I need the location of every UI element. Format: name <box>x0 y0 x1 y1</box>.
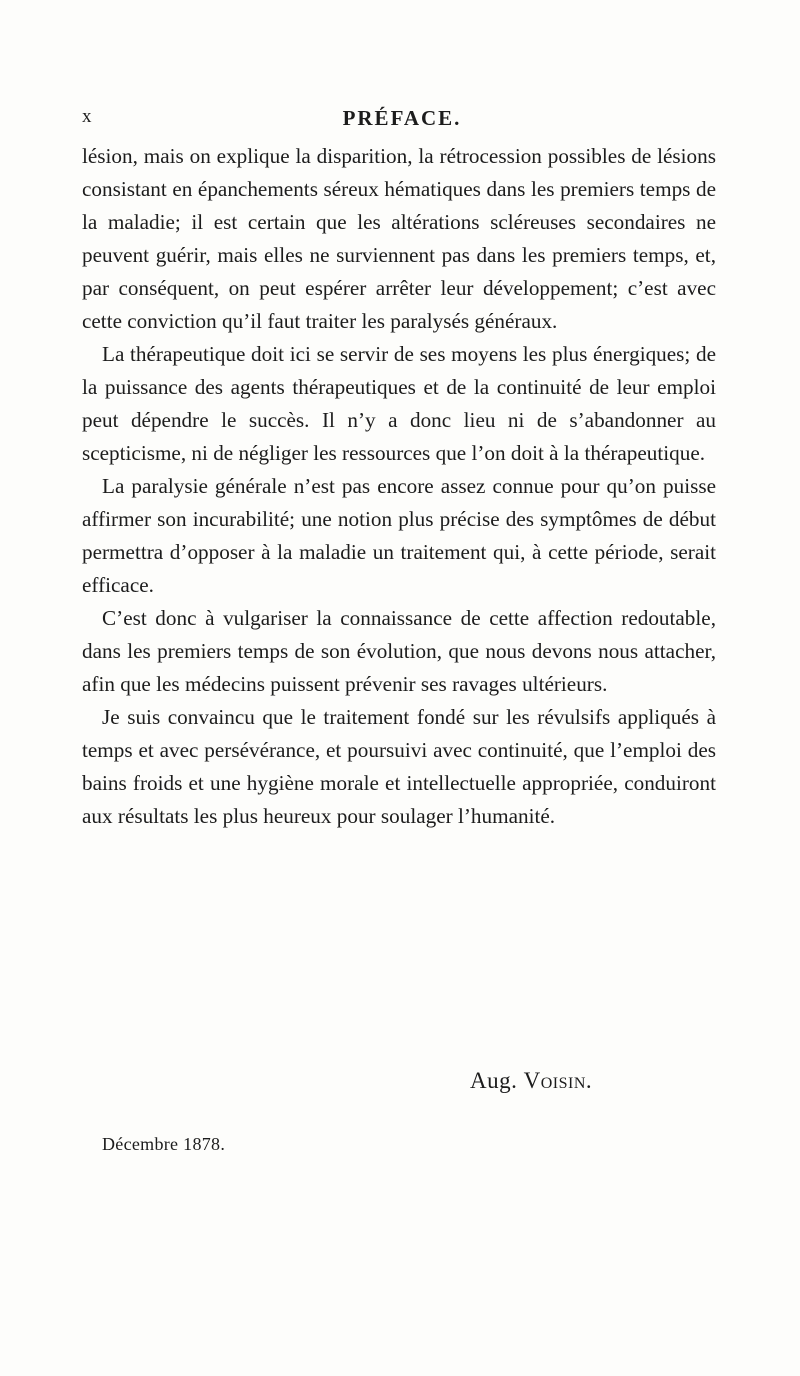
author-first-name: Aug. <box>470 1068 518 1093</box>
author-last-name: Voisin. <box>523 1068 593 1093</box>
paragraph-2: La thérapeutique doit ici se servir de ses moyens les plus énergiques; de la puissance des agents thérapeutiques et de la continuité de leur emploi peut dépendre le succès. Il n’y a donc lieu ni de s’abandonner au scepticisme, ni de négliger les ressources que l’on doit à la thérapeutique. <box>82 342 716 465</box>
running-title: PRÉFACE. <box>342 106 462 130</box>
paragraph-4: C’est donc à vulgariser la connaissance de cette affection redoutable, dans les premiers temps de son évolution, que nous devons nous attacher, afin que les médecins puissent prévenir ses ravages ultérieurs. <box>82 606 716 696</box>
paragraph-5: Je suis convaincu que le traitement fondé sur les révulsifs appliqués à temps et avec persévérance, et poursuivi avec continuité, que l’emploi des bains froids et une hygiène morale et intellectuelle appropriée, conduiront aux résultats les plus heureux pour soulager l’humanité. <box>82 705 716 828</box>
page-number: x <box>82 106 93 127</box>
running-head <box>82 106 722 136</box>
body-text <box>82 140 716 833</box>
paragraph-3: La paralysie générale n’est pas encore assez connue pour qu’on puisse affirmer son incurabilité; une notion plus précise des symptômes de début permettra d’opposer à la maladie un traitement qui, à cette période, serait efficace. <box>82 474 716 597</box>
date-line: Décembre 1878. <box>102 1134 226 1154</box>
paragraph-1: lésion, mais on explique la disparition, la rétrocession possibles de lésions consistant en épanchements séreux hématiques dans les premiers temps de la maladie; il est certain que les altérations scléreuses secondaires ne peuvent guérir, mais elles ne surviennent pas dans les premiers temps, et, par conséquent, on peut espérer arrêter leur développement; c’est avec cette conviction qu’il faut traiter les paralysés généraux. <box>82 144 716 333</box>
author-signature <box>470 1068 730 1094</box>
